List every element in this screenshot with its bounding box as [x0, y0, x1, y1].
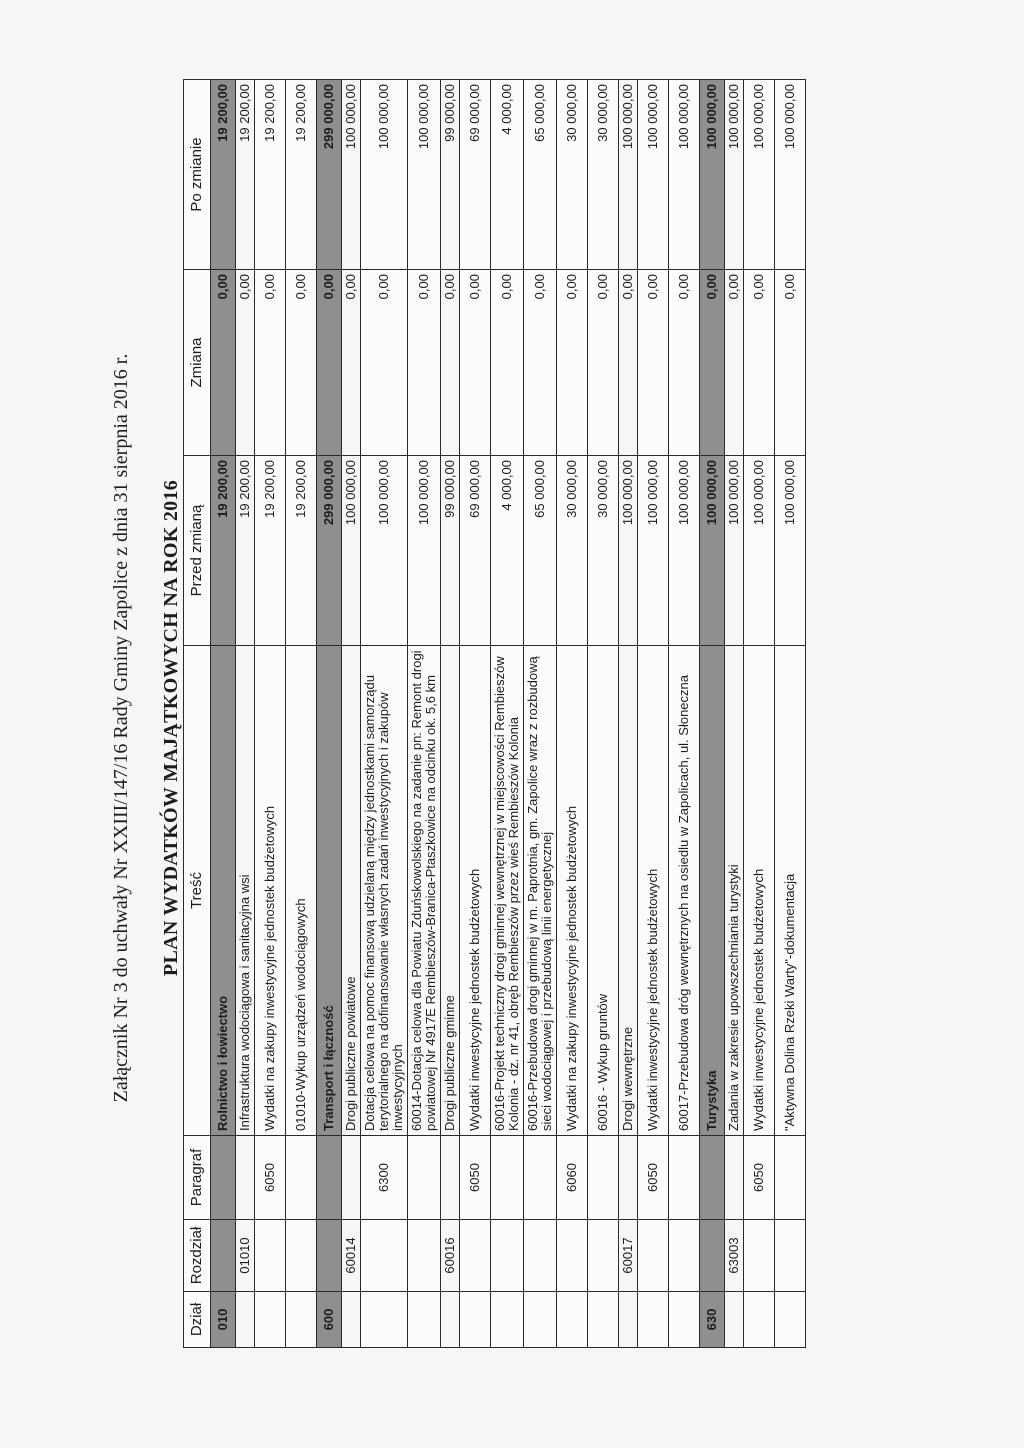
cell-przed-zmiana: 100 000,00 [744, 456, 775, 646]
cell-dzial [361, 1292, 408, 1348]
cell-rozdzial: 01010 [236, 1220, 255, 1292]
cell-zmiana: 0,00 [460, 270, 491, 456]
document-title: PLAN WYDATKÓW MAJĄTKOWYCH NA ROK 2016 [160, 479, 182, 977]
cell-rozdzial: 60016 [441, 1220, 460, 1292]
cell-dzial [638, 1292, 669, 1348]
cell-dzial [557, 1292, 588, 1348]
cell-po-zmianie: 19 200,00 [211, 80, 236, 270]
cell-paragraf [725, 1136, 744, 1220]
cell-dzial [524, 1292, 557, 1348]
cell-paragraf [441, 1136, 460, 1220]
table-row [408, 80, 441, 1348]
table-row [211, 80, 236, 1348]
cell-dzial [255, 1292, 286, 1348]
cell-przed-zmiana: 19 200,00 [236, 456, 255, 646]
cell-przed-zmiana: 100 000,00 [725, 456, 744, 646]
cell-zmiana: 0,00 [744, 270, 775, 456]
cell-paragraf [524, 1136, 557, 1220]
cell-tresc: 60016-Projekt techniczny drogi gminnej wewnętrznej w miejscowości Rembieszów Kolonia - dz. nr 41, obręb Rembieszów przez wieś Rembieszów Kolonia [491, 646, 524, 1136]
cell-przed-zmiana: 30 000,00 [588, 456, 619, 646]
cell-po-zmianie: 30 000,00 [557, 80, 588, 270]
cell-dzial [236, 1292, 255, 1348]
cell-przed-zmiana: 19 200,00 [255, 456, 286, 646]
cell-rozdzial [361, 1220, 408, 1292]
cell-tresc: Drogi wewnętrzne [619, 646, 638, 1136]
cell-tresc: 60014-Dotacja celowa dla Powiatu Zduńskowolskiego na zadanie pn: Remont drogi powiatowej Nr 4917E Rembieszów-Branica-Ptaszkowice na odcinku ok. 5,6 km [408, 646, 441, 1136]
cell-po-zmianie: 100 000,00 [638, 80, 669, 270]
cell-tresc: Transport i łączność [317, 646, 342, 1136]
header-po-zmianie: Po zmianie [184, 80, 211, 270]
cell-rozdzial [286, 1220, 317, 1292]
cell-zmiana: 0,00 [619, 270, 638, 456]
cell-paragraf [211, 1136, 236, 1220]
cell-po-zmianie: 100 000,00 [744, 80, 775, 270]
cell-po-zmianie: 100 000,00 [408, 80, 441, 270]
cell-po-zmianie: 100 000,00 [342, 80, 361, 270]
cell-tresc: Dotacja celowa na pomoc finansową udzielaną między jednostkami samorządu terytorialnego na dofinansowanie własnych zadań inwestycyjnych i zakupów inwestycyjnych [361, 646, 408, 1136]
cell-zmiana: 0,00 [700, 270, 725, 456]
cell-paragraf: 6050 [255, 1136, 286, 1220]
cell-przed-zmiana: 4 000,00 [491, 456, 524, 646]
table-row [286, 80, 317, 1348]
header-tresc: Treść [184, 646, 211, 1136]
cell-zmiana: 0,00 [725, 270, 744, 456]
cell-paragraf [286, 1136, 317, 1220]
cell-przed-zmiana: 299 000,00 [317, 456, 342, 646]
cell-tresc: Drogi publiczne gminne [441, 646, 460, 1136]
cell-dzial [588, 1292, 619, 1348]
cell-zmiana: 0,00 [286, 270, 317, 456]
cell-dzial [619, 1292, 638, 1348]
cell-po-zmianie: 99 000,00 [441, 80, 460, 270]
table-row [361, 80, 408, 1348]
cell-tresc: Zadania w zakresie upowszechniania turystyki [725, 646, 744, 1136]
cell-paragraf [408, 1136, 441, 1220]
table-row [638, 80, 669, 1348]
cell-po-zmianie: 19 200,00 [236, 80, 255, 270]
table-row [588, 80, 619, 1348]
cell-przed-zmiana: 100 000,00 [669, 456, 700, 646]
cell-dzial [286, 1292, 317, 1348]
cell-po-zmianie: 100 000,00 [700, 80, 725, 270]
table-header-row [184, 80, 211, 1348]
table-row [441, 80, 460, 1348]
cell-rozdzial: 60017 [619, 1220, 638, 1292]
cell-rozdzial [669, 1220, 700, 1292]
cell-tresc: Infrastruktura wodociągowa i sanitacyjna wsi [236, 646, 255, 1136]
cell-po-zmianie: 30 000,00 [588, 80, 619, 270]
cell-paragraf: 6050 [460, 1136, 491, 1220]
cell-po-zmianie: 69 000,00 [460, 80, 491, 270]
cell-dzial [669, 1292, 700, 1348]
table-row [524, 80, 557, 1348]
cell-rozdzial: 60014 [342, 1220, 361, 1292]
cell-przed-zmiana: 100 000,00 [619, 456, 638, 646]
table-row [317, 80, 342, 1348]
cell-paragraf: 6060 [557, 1136, 588, 1220]
cell-dzial [342, 1292, 361, 1348]
header-przed-zmiana: Przed zmianą [184, 456, 211, 646]
cell-po-zmianie: 100 000,00 [619, 80, 638, 270]
cell-rozdzial [744, 1220, 775, 1292]
cell-tresc: 60016-Przebudowa drogi gminnej w m. Paprotnia, gm. Zapolice wraz z rozbudową sieci wodociągowej i przebudową linii energetycznej [524, 646, 557, 1136]
cell-po-zmianie: 19 200,00 [255, 80, 286, 270]
cell-tresc: Wydatki inwestycyjne jednostek budżetowych [744, 646, 775, 1136]
table-row [619, 80, 638, 1348]
cell-paragraf [342, 1136, 361, 1220]
cell-dzial [744, 1292, 775, 1348]
cell-po-zmianie: 100 000,00 [725, 80, 744, 270]
cell-tresc: Wydatki inwestycyjne jednostek budżetowych [460, 646, 491, 1136]
cell-przed-zmiana: 100 000,00 [342, 456, 361, 646]
cell-paragraf [317, 1136, 342, 1220]
cell-tresc: Wydatki na zakupy inwestycyjne jednostek budżetowych [557, 646, 588, 1136]
cell-paragraf [236, 1136, 255, 1220]
cell-przed-zmiana: 19 200,00 [286, 456, 317, 646]
cell-dzial [775, 1292, 806, 1348]
header-rozdzial: Rozdział [184, 1220, 211, 1292]
cell-rozdzial [557, 1220, 588, 1292]
cell-zmiana: 0,00 [408, 270, 441, 456]
table-row [700, 80, 725, 1348]
expenditure-plan-table [183, 79, 806, 1348]
table-row [491, 80, 524, 1348]
cell-rozdzial [211, 1220, 236, 1292]
table-row [236, 80, 255, 1348]
header-zmiana: Zmiana [184, 270, 211, 456]
header-dzial: Dział [184, 1292, 211, 1348]
cell-rozdzial [775, 1220, 806, 1292]
cell-rozdzial [460, 1220, 491, 1292]
cell-przed-zmiana: 19 200,00 [211, 456, 236, 646]
cell-dzial [460, 1292, 491, 1348]
cell-tresc: Wydatki inwestycyjne jednostek budżetowych [638, 646, 669, 1136]
cell-po-zmianie: 100 000,00 [775, 80, 806, 270]
cell-rozdzial [638, 1220, 669, 1292]
cell-zmiana: 0,00 [491, 270, 524, 456]
cell-paragraf: 6050 [744, 1136, 775, 1220]
cell-dzial: 010 [211, 1292, 236, 1348]
cell-przed-zmiana: 69 000,00 [460, 456, 491, 646]
cell-dzial [408, 1292, 441, 1348]
cell-tresc: 60017-Przebudowa dróg wewnętrznych na osiedlu w Zapolicach, ul. Słoneczna [669, 646, 700, 1136]
cell-zmiana: 0,00 [317, 270, 342, 456]
cell-rozdzial [408, 1220, 441, 1292]
table-row [669, 80, 700, 1348]
cell-rozdzial [317, 1220, 342, 1292]
cell-przed-zmiana: 65 000,00 [524, 456, 557, 646]
cell-zmiana: 0,00 [524, 270, 557, 456]
table-row [342, 80, 361, 1348]
cell-zmiana: 0,00 [638, 270, 669, 456]
table-row [725, 80, 744, 1348]
cell-dzial [725, 1292, 744, 1348]
cell-zmiana: 0,00 [255, 270, 286, 456]
cell-przed-zmiana: 100 000,00 [775, 456, 806, 646]
table-row [744, 80, 775, 1348]
cell-paragraf [491, 1136, 524, 1220]
cell-po-zmianie: 299 000,00 [317, 80, 342, 270]
header-paragraf: Paragraf [184, 1136, 211, 1220]
cell-zmiana: 0,00 [441, 270, 460, 456]
cell-zmiana: 0,00 [342, 270, 361, 456]
cell-zmiana: 0,00 [361, 270, 408, 456]
cell-przed-zmiana: 100 000,00 [361, 456, 408, 646]
cell-paragraf: 6300 [361, 1136, 408, 1220]
cell-po-zmianie: 19 200,00 [286, 80, 317, 270]
cell-rozdzial [491, 1220, 524, 1292]
table-row [557, 80, 588, 1348]
cell-tresc: Rolnictwo i łowiectwo [211, 646, 236, 1136]
attachment-note: Załącznik Nr 3 do uchwały Nr XXIII/147/16 Rady Gminy Zapolice z dnia 31 sierpnia 2016 r. [110, 353, 132, 1103]
cell-rozdzial [255, 1220, 286, 1292]
cell-zmiana: 0,00 [669, 270, 700, 456]
cell-zmiana: 0,00 [211, 270, 236, 456]
table-row [460, 80, 491, 1348]
cell-rozdzial: 63003 [725, 1220, 744, 1292]
cell-tresc: Turystyka [700, 646, 725, 1136]
cell-paragraf [619, 1136, 638, 1220]
cell-przed-zmiana: 100 000,00 [408, 456, 441, 646]
cell-dzial: 630 [700, 1292, 725, 1348]
cell-dzial [441, 1292, 460, 1348]
cell-zmiana: 0,00 [588, 270, 619, 456]
cell-paragraf [669, 1136, 700, 1220]
table-body [211, 80, 806, 1348]
cell-tresc: Drogi publiczne powiatowe [342, 646, 361, 1136]
cell-dzial [491, 1292, 524, 1348]
cell-po-zmianie: 100 000,00 [361, 80, 408, 270]
cell-zmiana: 0,00 [236, 270, 255, 456]
cell-rozdzial [524, 1220, 557, 1292]
cell-przed-zmiana: 100 000,00 [638, 456, 669, 646]
cell-rozdzial [588, 1220, 619, 1292]
cell-rozdzial [700, 1220, 725, 1292]
cell-po-zmianie: 65 000,00 [524, 80, 557, 270]
table-row [255, 80, 286, 1348]
cell-paragraf [700, 1136, 725, 1220]
cell-po-zmianie: 100 000,00 [669, 80, 700, 270]
cell-dzial: 600 [317, 1292, 342, 1348]
cell-tresc: 60016 - Wykup gruntów [588, 646, 619, 1136]
cell-tresc: Wydatki na zakupy inwestycyjne jednostek budżetowych [255, 646, 286, 1136]
cell-przed-zmiana: 99 000,00 [441, 456, 460, 646]
cell-paragraf [775, 1136, 806, 1220]
cell-zmiana: 0,00 [775, 270, 806, 456]
cell-przed-zmiana: 100 000,00 [700, 456, 725, 646]
cell-tresc: "Aktywna Dolina Rzeki Warty"-dokumentacja [775, 646, 806, 1136]
cell-paragraf [588, 1136, 619, 1220]
cell-przed-zmiana: 30 000,00 [557, 456, 588, 646]
cell-paragraf: 6050 [638, 1136, 669, 1220]
cell-zmiana: 0,00 [557, 270, 588, 456]
table-row [775, 80, 806, 1348]
cell-tresc: 01010-Wykup urządzeń wodociągowych [286, 646, 317, 1136]
cell-po-zmianie: 4 000,00 [491, 80, 524, 270]
